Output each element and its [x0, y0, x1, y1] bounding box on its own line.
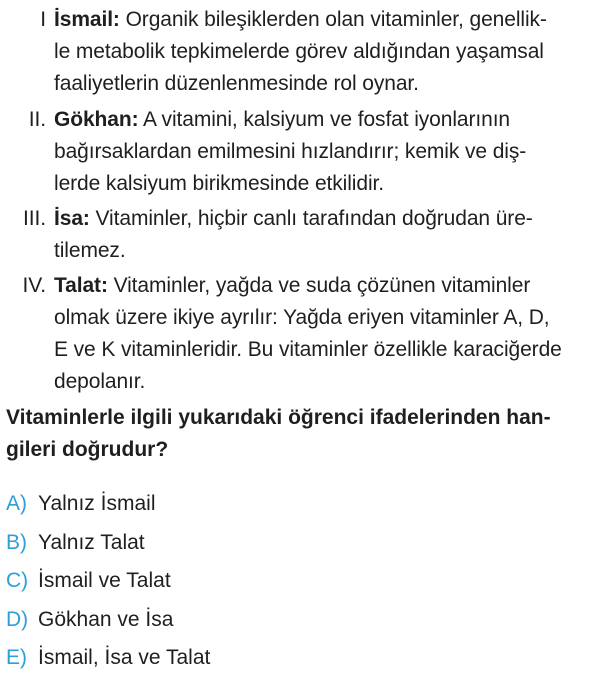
statement-number: IV.: [22, 274, 46, 297]
statement-line: tilemez.: [54, 239, 126, 262]
student-name: İsmail:: [54, 8, 120, 31]
question-line: gileri doğrudur?: [6, 438, 169, 461]
option-b[interactable]: [6, 527, 596, 566]
option-c[interactable]: [6, 565, 596, 604]
statement-number: I: [40, 8, 46, 31]
statement-line: faaliyetlerin düzenlenmesinde rol oynar.: [54, 72, 419, 95]
statement-line: le metabolik tepkimelerde görev aldığından yaşamsal: [54, 40, 544, 63]
question-line: Vitaminlerle ilgili yukarıdaki öğrenci ifadelerinden han-: [6, 406, 551, 429]
option-letter: C): [6, 569, 29, 592]
statement-line: bağırsaklardan emilmesini hızlandırır; kemik ve diş-: [54, 140, 527, 163]
option-e[interactable]: [6, 642, 596, 681]
option-a[interactable]: [6, 488, 596, 527]
statement-line: A vitamini, kalsiyum ve fosfat iyonlarının: [138, 108, 511, 131]
option-letter: B): [6, 530, 27, 554]
student-name: İsa:: [54, 207, 90, 230]
statement-text: [54, 270, 597, 398]
option-text: Yalnız İsmail: [38, 492, 156, 515]
option-d[interactable]: [6, 604, 596, 643]
question-stem: [6, 402, 598, 466]
statement-line: Vitaminler, hiçbir canlı tarafından doğrudan üre-: [89, 207, 533, 230]
student-name: Talat:: [54, 274, 108, 297]
statement-line: Vitaminler, yağda ve suda çözünen vitaminler: [107, 274, 531, 297]
statement-number: II.: [28, 108, 46, 131]
statement-text: [54, 104, 597, 200]
option-letter: D): [6, 607, 29, 631]
statement-line: Organik bileşiklerden olan vitaminler, genellik-: [119, 8, 547, 31]
statement-text: [54, 203, 597, 267]
statement-number: III.: [23, 207, 46, 230]
answer-options: [6, 488, 596, 681]
statement-line: depolanır.: [54, 370, 146, 393]
option-text: İsmail, İsa ve Talat: [38, 646, 211, 669]
option-text: İsmail ve Talat: [38, 569, 171, 592]
option-letter: A): [6, 492, 27, 515]
student-name: Gökhan:: [54, 108, 139, 131]
statement-text: [54, 4, 597, 100]
option-letter: E): [6, 646, 27, 669]
statement-line: E ve K vitaminleridir. Bu vitaminler özellikle karaciğerde: [54, 338, 562, 361]
statement-line: olmak üzere ikiye ayrılır: Yağda eriyen vitaminler A, D,: [54, 306, 550, 329]
statement-line: lerde kalsiyum birikmesinde etkilidir.: [54, 172, 384, 195]
option-text: Gökhan ve İsa: [38, 607, 174, 631]
option-text: Yalnız Talat: [38, 530, 145, 554]
